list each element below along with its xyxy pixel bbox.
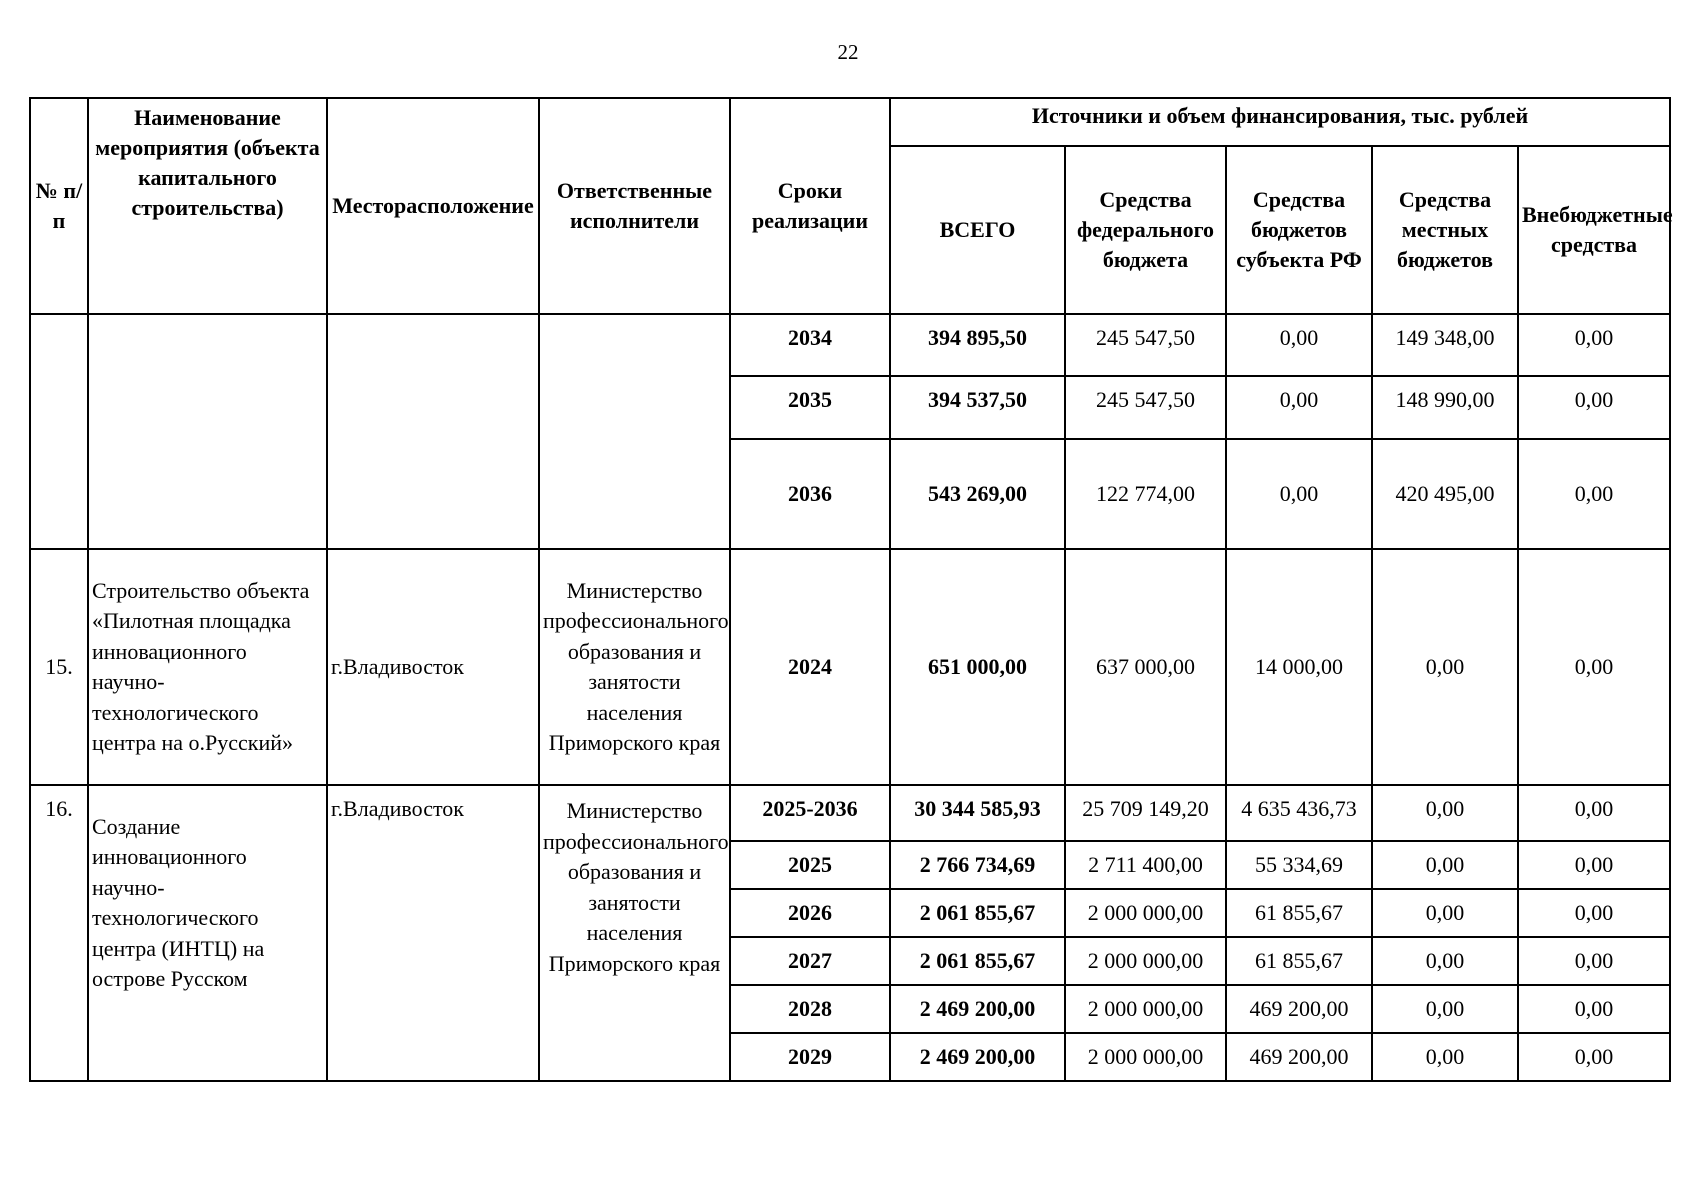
- table-row-item-16: [30, 785, 1670, 841]
- row-local: 0,00: [1372, 985, 1518, 1033]
- row-offbudget: 0,00: [1518, 937, 1670, 985]
- cont-name-cell: [88, 314, 327, 549]
- row-year: 2025: [730, 841, 890, 889]
- row-total: 2 469 200,00: [890, 985, 1065, 1033]
- row-subject: 61 855,67: [1226, 937, 1372, 985]
- cont-num-cell: [30, 314, 88, 549]
- row-local: 149 348,00: [1372, 314, 1518, 376]
- row-total: 2 469 200,00: [890, 1033, 1065, 1081]
- row-year: 2035: [730, 376, 890, 439]
- row-federal: 245 547,50: [1065, 314, 1226, 376]
- row-year: 2034: [730, 314, 890, 376]
- row-total: 2 061 855,67: [890, 937, 1065, 985]
- row-offbudget: 0,00: [1518, 549, 1670, 785]
- header-federal: Средства федерального бюджета: [1065, 146, 1226, 314]
- row-offbudget: 0,00: [1518, 314, 1670, 376]
- row-total: 651 000,00: [890, 549, 1065, 785]
- row-local: 0,00: [1372, 1033, 1518, 1081]
- item-location: г.Владивосток: [327, 549, 539, 785]
- row-subject: 469 200,00: [1226, 985, 1372, 1033]
- row-subject: 0,00: [1226, 314, 1372, 376]
- header-responsible: Ответственные исполнители: [539, 98, 730, 314]
- row-subject: 55 334,69: [1226, 841, 1372, 889]
- row-local: 0,00: [1372, 549, 1518, 785]
- row-local: 0,00: [1372, 785, 1518, 841]
- header-local: Средства местных бюджетов: [1372, 146, 1518, 314]
- row-local: 0,00: [1372, 841, 1518, 889]
- cont-responsible-cell: [539, 314, 730, 549]
- table-row-item-15: [30, 549, 1670, 785]
- item-responsible: Министерство профессионального образования и занятости населения Приморского края: [539, 549, 730, 785]
- header-num: № п/п: [30, 98, 88, 314]
- row-subject: 4 635 436,73: [1226, 785, 1372, 841]
- row-total: 2 766 734,69: [890, 841, 1065, 889]
- row-offbudget: 0,00: [1518, 439, 1670, 549]
- row-federal: 637 000,00: [1065, 549, 1226, 785]
- row-total: 394 895,50: [890, 314, 1065, 376]
- row-year: 2029: [730, 1033, 890, 1081]
- header-location: Месторасположение: [327, 98, 539, 314]
- row-federal: 2 000 000,00: [1065, 937, 1226, 985]
- row-subject: 14 000,00: [1226, 549, 1372, 785]
- row-year: 2027: [730, 937, 890, 985]
- header-funding-group: Источники и объем финансирования, тыс. рублей: [890, 98, 1670, 146]
- row-subject: 469 200,00: [1226, 1033, 1372, 1081]
- header-offbudget: Внебюджетные средства: [1518, 146, 1670, 314]
- row-offbudget: 0,00: [1518, 1033, 1670, 1081]
- row-federal: 2 000 000,00: [1065, 1033, 1226, 1081]
- row-offbudget: 0,00: [1518, 985, 1670, 1033]
- row-federal: 2 000 000,00: [1065, 985, 1226, 1033]
- table-row: [30, 314, 1670, 376]
- header-name: Наименование мероприятия (объекта капитального строительства): [88, 98, 327, 314]
- row-local: 0,00: [1372, 937, 1518, 985]
- row-total: 30 344 585,93: [890, 785, 1065, 841]
- row-year: 2036: [730, 439, 890, 549]
- row-offbudget: 0,00: [1518, 376, 1670, 439]
- row-subject: 0,00: [1226, 439, 1372, 549]
- item-number: 15.: [30, 549, 88, 785]
- header-subject: Средства бюджетов субъекта РФ: [1226, 146, 1372, 314]
- cont-location-cell: [327, 314, 539, 549]
- funding-table: [29, 97, 1671, 1082]
- item-responsible: Министерство профессионального образования и занятости населения Приморского края: [539, 785, 730, 1081]
- row-year: 2024: [730, 549, 890, 785]
- row-local: 420 495,00: [1372, 439, 1518, 549]
- row-federal: 2 000 000,00: [1065, 889, 1226, 937]
- row-offbudget: 0,00: [1518, 889, 1670, 937]
- row-federal: 2 711 400,00: [1065, 841, 1226, 889]
- row-year: 2028: [730, 985, 890, 1033]
- header-period: Сроки реализации: [730, 98, 890, 314]
- row-total: 543 269,00: [890, 439, 1065, 549]
- row-year: 2026: [730, 889, 890, 937]
- row-subject: 61 855,67: [1226, 889, 1372, 937]
- item-number: 16.: [30, 785, 88, 1081]
- row-total: 2 061 855,67: [890, 889, 1065, 937]
- item-name: Создание инновационного научно-технологического центра (ИНТЦ) на острове Русском: [88, 785, 327, 1081]
- row-year: 2025-2036: [730, 785, 890, 841]
- item-name: Строительство объекта «Пилотная площадка инновационного научно-технологического центра на о.Русский»: [88, 549, 327, 785]
- item-location: г.Владивосток: [327, 785, 539, 1081]
- page-number: 22: [837, 40, 859, 64]
- row-local: 0,00: [1372, 889, 1518, 937]
- row-subject: 0,00: [1226, 376, 1372, 439]
- row-offbudget: 0,00: [1518, 785, 1670, 841]
- row-local: 148 990,00: [1372, 376, 1518, 439]
- row-federal: 245 547,50: [1065, 376, 1226, 439]
- row-total: 394 537,50: [890, 376, 1065, 439]
- row-federal: 122 774,00: [1065, 439, 1226, 549]
- row-federal: 25 709 149,20: [1065, 785, 1226, 841]
- header-total: ВСЕГО: [890, 146, 1065, 314]
- row-offbudget: 0,00: [1518, 841, 1670, 889]
